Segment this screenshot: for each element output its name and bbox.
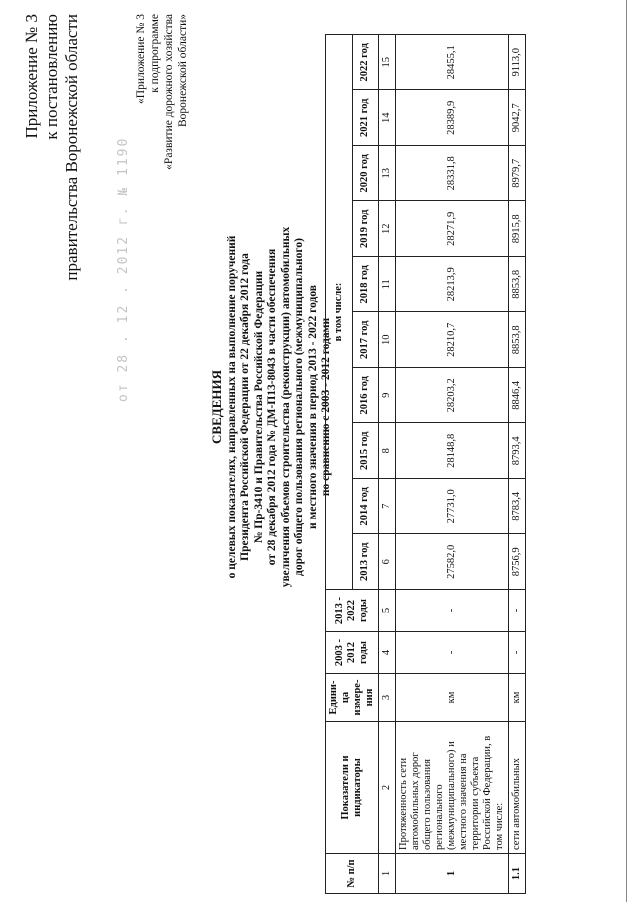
title-line: и местного значения в период 2013 - 2022 годов [306, 285, 319, 529]
col-number: 15 [379, 35, 396, 91]
row-unit: км [509, 674, 526, 722]
row-value: 8846,4 [509, 368, 526, 424]
col-number: 11 [379, 257, 396, 313]
col-header-2013-2022: 2013 - 2022 годы [326, 590, 379, 632]
col-number: 12 [379, 201, 396, 257]
row-value: 8783,4 [509, 479, 526, 535]
col-header-num: № п/п [326, 854, 379, 894]
page-edge-line [626, 0, 627, 902]
col-number: 10 [379, 312, 396, 368]
row-value: 27582,0 [396, 534, 509, 590]
row-value: 28148,8 [396, 423, 509, 479]
appendix-line: Приложение № 3 [22, 14, 41, 139]
col-header-year: 2014 год [352, 479, 379, 535]
title-main: СВЕДЕНИЯ [209, 370, 224, 444]
col-number: 7 [379, 479, 396, 535]
row-value: 28455,1 [396, 35, 509, 91]
row-value: 9042,7 [509, 90, 526, 146]
col-header-year: 2017 год [352, 312, 379, 368]
row-num: 1 [396, 854, 509, 894]
title-line: Президента Российской Федерации от 22 декабря 2012 года [239, 253, 251, 561]
col-number: 13 [379, 146, 396, 202]
row-value: 27731,0 [396, 479, 509, 535]
row-unit: км [396, 674, 509, 722]
row-indicator: Протяженность сети автомобильных дорог общего пользования регионального (межмуниципального) и местного значения на территории субъекта Российской Федерации, в том числе: [396, 722, 509, 854]
row-value: 8853,8 [509, 257, 526, 313]
col-header-2003-2012: 2003 - 2012 годы [326, 632, 379, 674]
appendix-line: к постановлению [42, 14, 61, 140]
row-value: 28389,9 [396, 90, 509, 146]
col-number: 5 [379, 590, 396, 632]
row-value: 28331,8 [396, 146, 509, 202]
table-row [509, 35, 526, 894]
appendix-header [22, 14, 82, 281]
col-number: 6 [379, 534, 396, 590]
title-line: о целевых показателях, направленных на выполнение поручений [225, 235, 238, 579]
title-line: по сравнению с 2003 - 2012 годами [320, 317, 332, 497]
col-number: 8 [379, 423, 396, 479]
col-header-year: 2015 год [352, 423, 379, 479]
indicators-table [325, 34, 526, 894]
subprogram-line: к подпрограмме [149, 14, 161, 93]
title-line: увеличения объемов строительства (реконструкции) автомобильных [279, 226, 292, 588]
col-header-year: 2020 год [352, 146, 379, 202]
col-number: 3 [379, 674, 396, 722]
row-value: 8756,9 [509, 534, 526, 590]
row-period-2013-2022: - [396, 590, 509, 632]
row-value: 28203,2 [396, 368, 509, 424]
col-header-year: 2018 год [352, 257, 379, 313]
title-line: от 28 декабря 2012 года № ДМ-П13-8043 в части обеспечения [266, 248, 278, 566]
row-period-2013-2022: - [509, 590, 526, 632]
col-number: 4 [379, 632, 396, 674]
col-header-year: 2021 год [352, 90, 379, 146]
subprogram-line: «Приложение № 3 [135, 14, 147, 104]
row-period-2003-2012: - [396, 632, 509, 674]
col-number: 2 [379, 722, 396, 854]
header-row [326, 35, 353, 894]
title-line: № Пр-3410 и Правительства Российской Федерации [252, 270, 265, 544]
appendix-line: правительства Воронежской области [62, 14, 81, 281]
col-header-year: 2016 год [352, 368, 379, 424]
subprogram-line: «Развитие дорожного хозяйства [163, 14, 175, 170]
col-header-indicator: Показатели и индикаторы [326, 722, 379, 854]
row-value: 28210,7 [396, 312, 509, 368]
col-header-year: 2013 год [352, 534, 379, 590]
table-row [396, 35, 509, 894]
row-value: 28213,9 [396, 257, 509, 313]
row-value: 8793,4 [509, 423, 526, 479]
col-header-year: 2019 год [352, 201, 379, 257]
col-header-unit: Едини-ца измере-ния [326, 674, 379, 722]
row-value: 8979,7 [509, 146, 526, 202]
col-number: 1 [379, 854, 396, 894]
row-value: 8915,8 [509, 201, 526, 257]
col-number: 14 [379, 90, 396, 146]
row-value: 9113,0 [509, 35, 526, 91]
row-value: 28271,9 [396, 201, 509, 257]
col-number: 9 [379, 368, 396, 424]
subprogram-appendix [134, 14, 190, 170]
col-header-year: 2022 год [352, 35, 379, 91]
subprogram-line: Воронежской области» [177, 14, 189, 127]
row-value: 8853,8 [509, 312, 526, 368]
column-number-row [379, 35, 396, 894]
row-indicator: сети автомобильных [509, 722, 526, 854]
row-num: 1.1 [509, 854, 526, 894]
registration-stamp: от 28 . 12 . 2012 г. № 1190 [116, 136, 131, 402]
row-period-2003-2012: - [509, 632, 526, 674]
col-header-including: в том числе: [326, 35, 353, 590]
title-line: дорог общего пользования регионального (межмуниципального) [293, 238, 305, 576]
document-title [210, 162, 334, 652]
